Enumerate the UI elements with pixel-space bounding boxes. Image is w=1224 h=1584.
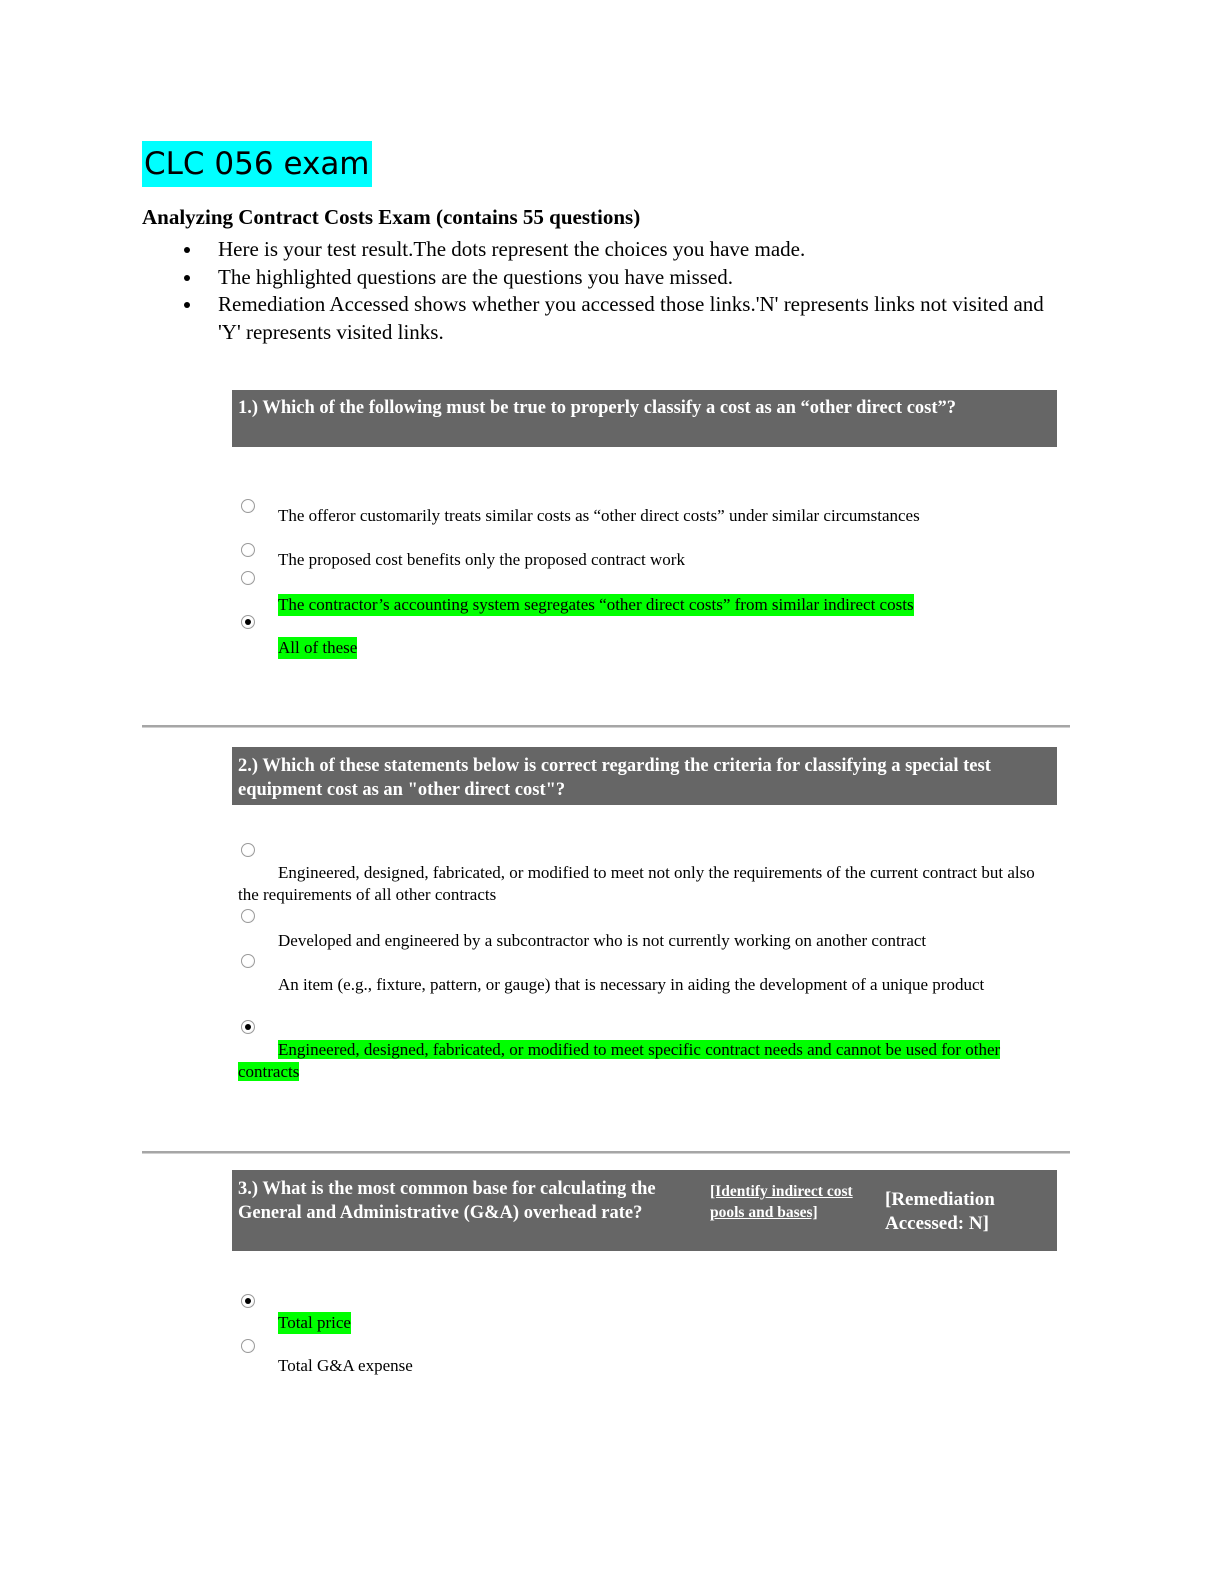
instructions-list — [142, 236, 1062, 346]
q3-option-1-text: Total price — [278, 1313, 351, 1332]
q2-option-1-radio[interactable] — [241, 843, 255, 857]
exam-title: Analyzing Contract Costs Exam (contains 55 questions) — [142, 205, 641, 229]
instruction-item: Remediation Accessed shows whether you accessed those links.'N' represents links not visited and 'Y' represents visited links. — [142, 291, 1062, 346]
q1-option-2-text: The proposed cost benefits only the proposed contract work — [278, 550, 685, 569]
question-2-header: 2.) Which of these statements below is correct regarding the criteria for classifying a special test equipment cost as an "other direct cost"? — [232, 747, 1057, 805]
q1-option-3-radio[interactable] — [241, 571, 255, 585]
q1-option-1-radio[interactable] — [241, 499, 255, 513]
q2-option-4-label: Engineered, designed, fabricated, or modified to meet specific contract needs and cannot be used for other contracts — [238, 1040, 1001, 1081]
instruction-item: Here is your test result.The dots represent the choices you have made. — [142, 236, 1062, 264]
q1-option-1-text: The offeror customarily treats similar costs as “other direct costs” under similar circumstances — [278, 506, 920, 525]
q1-option-2-radio[interactable] — [241, 543, 255, 557]
q3-option-1-radio-selected[interactable] — [241, 1294, 255, 1308]
section-divider — [142, 1151, 1070, 1154]
instruction-item: The highlighted questions are the questions you have missed. — [142, 264, 1062, 292]
q2-option-3-text — [238, 974, 1048, 996]
remediation-status: [Remediation Accessed: N] — [885, 1189, 995, 1234]
q2-option-3-label: An item (e.g., fixture, pattern, or gauge) that is necessary in aiding the development of a unique product — [278, 975, 985, 994]
q2-option-1-label: Engineered, designed, fabricated, or modified to meet not only the requirements of the current contract but also the requirements of all other contracts — [238, 863, 1035, 904]
q1-option-3-text: The contractor’s accounting system segregates “other direct costs” from similar indirect costs — [278, 595, 914, 614]
question-1-header: 1.) Which of the following must be true to properly classify a cost as an “other direct cost”? — [232, 390, 1057, 447]
q3-option-2-radio[interactable] — [241, 1339, 255, 1353]
q2-option-2-label: Developed and engineered by a subcontractor who is not currently working on another contract — [278, 931, 927, 950]
q2-option-4-radio-selected[interactable] — [241, 1020, 255, 1034]
q1-option-4-radio-selected[interactable] — [241, 615, 255, 629]
section-divider — [142, 725, 1070, 728]
question-3-text: 3.) What is the most common base for calculating the General and Administrative (G&A) overhead rate? — [238, 1179, 656, 1223]
q2-option-1-text — [238, 862, 1048, 906]
q3-option-2-text: Total G&A expense — [278, 1356, 413, 1375]
q1-option-4-text: All of these — [278, 638, 358, 657]
q2-option-3-radio[interactable] — [241, 954, 255, 968]
q2-option-4-text — [238, 1039, 1048, 1083]
q2-option-2-text — [238, 930, 1048, 952]
remediation-link[interactable]: [Identify indirect cost pools and bases] — [710, 1183, 853, 1221]
document-title: CLC 056 exam — [142, 141, 372, 187]
q2-option-2-radio[interactable] — [241, 909, 255, 923]
